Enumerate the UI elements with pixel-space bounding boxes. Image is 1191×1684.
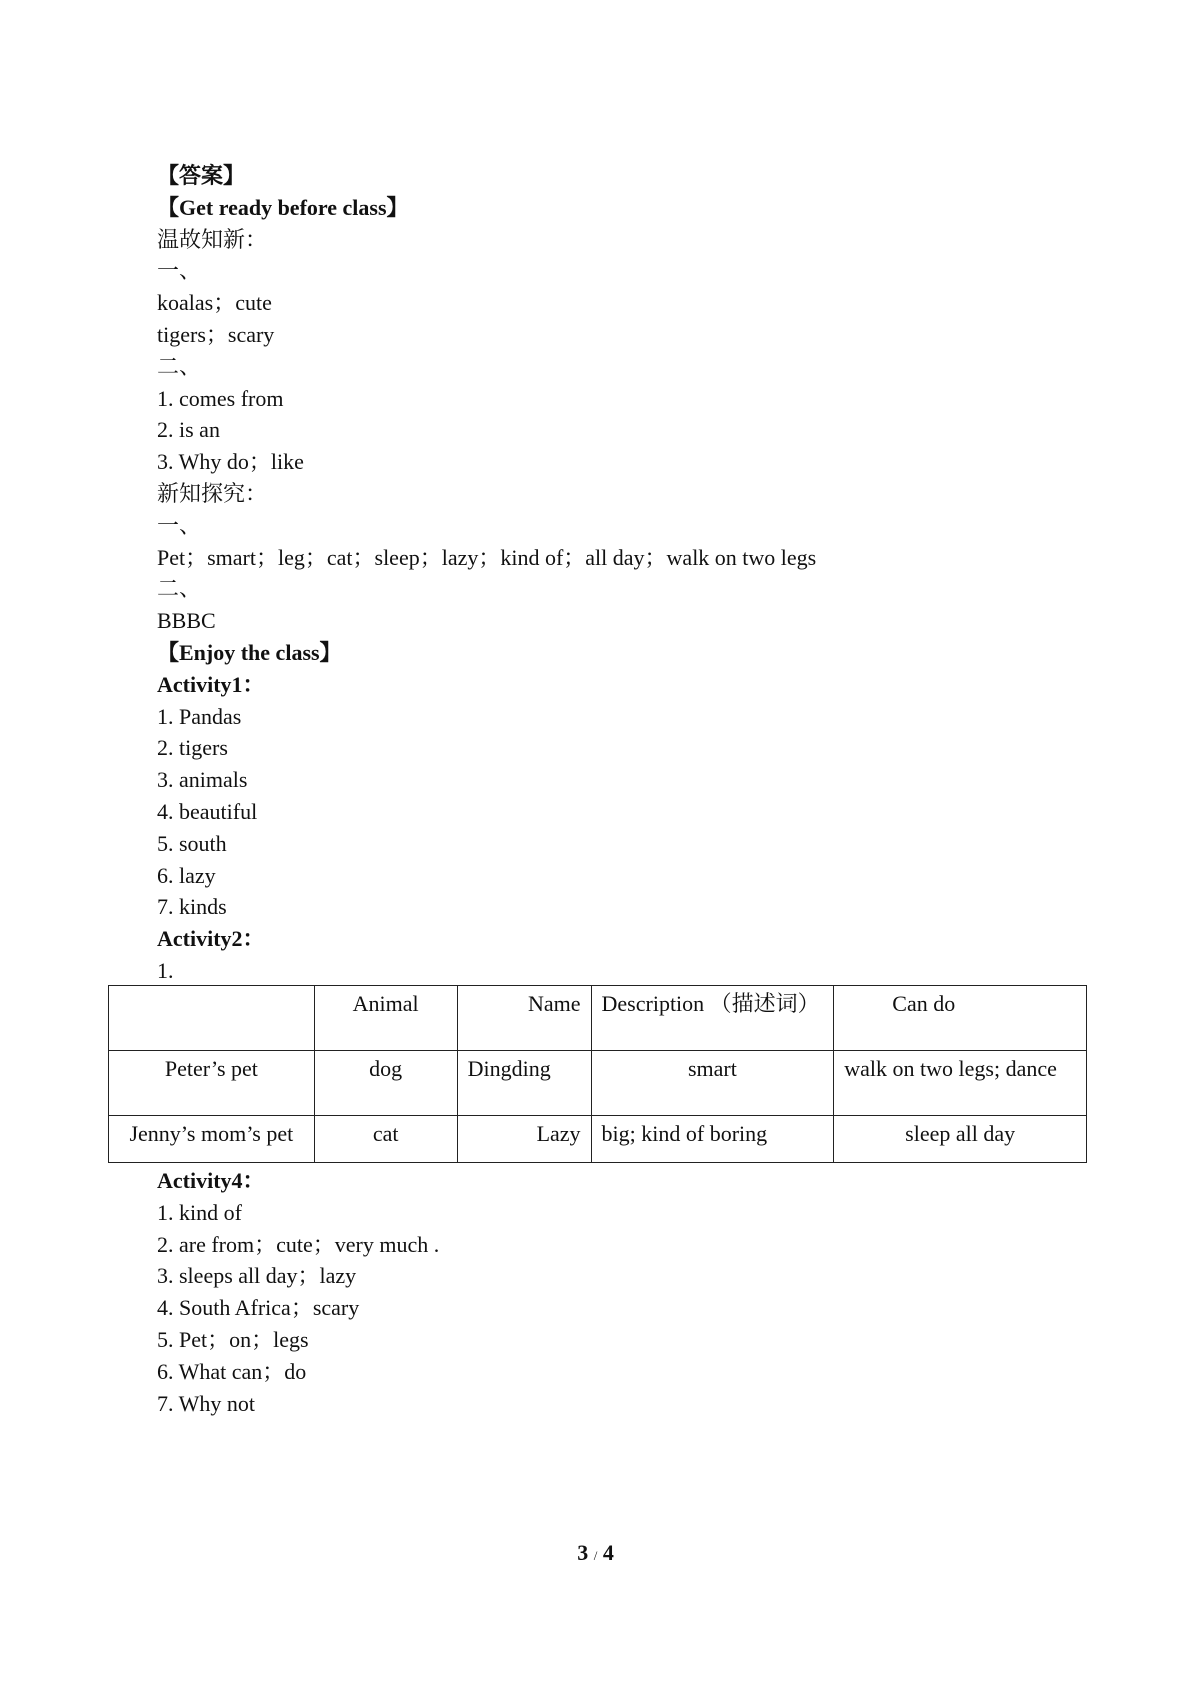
activity4-item: 6. What can；do [157,1358,307,1384]
table-cell: dog [314,1051,457,1116]
answer-section-top [157,160,816,987]
answer-line: 3. Why do；like [157,449,304,475]
table-header-cell: Can do [834,986,1087,1051]
table-cell: walk on two legs; dance [834,1051,1087,1116]
explore-part2-label: 二、 [157,576,202,602]
answer-line: tigers；scary [157,321,275,347]
part2-label: 二、 [157,353,202,379]
answer-line: 1. comes from [157,385,284,411]
answer-line: Pet；smart；leg；cat；sleep；lazy；kind of；all day；walk on two legs [157,544,817,570]
table-cell: Peter’s pet [109,1051,315,1116]
table-header-cell: Description （描述词） [591,986,834,1051]
table-header-row [109,986,1087,1051]
table-header-cell: Name [457,986,591,1051]
page-number [0,1540,1191,1566]
activity1-item: 5. south [157,830,227,856]
table-cell: smart [591,1051,834,1116]
answers-heading: 【答案】 [157,163,246,188]
page-number-total: 4 [602,1540,614,1565]
answer-line: koalas；cute [157,290,272,316]
table-cell: cat [314,1116,457,1163]
activity4-item: 7. Why not [157,1390,255,1416]
table-row [109,1051,1087,1116]
page-number-separator: / [593,1548,598,1563]
activity4-item: 5. Pet；on；legs [157,1326,309,1352]
answer-line: 2. is an [157,417,220,443]
table-cell: big; kind of boring [591,1116,834,1163]
activity1-item: 2. tigers [157,735,228,761]
table-cell: Lazy [457,1116,591,1163]
activity2-label: Activity2： [157,926,265,952]
answer-line: BBBC [157,608,216,634]
section-title-get-ready: 【Get ready before class】 [157,194,409,220]
activity1-item: 6. lazy [157,862,216,888]
page-number-current: 3 [577,1540,589,1565]
table-cell: Dingding [457,1051,591,1116]
pet-table [108,985,1087,1163]
explore-part1-label: 一、 [157,512,202,538]
activity4-item: 2. are from；cute；very much . [157,1231,440,1257]
table-header-cell: Animal [314,986,457,1051]
table-cell: sleep all day [834,1116,1087,1163]
activity4-label: Activity4： [157,1168,265,1193]
activity1-item: 7. kinds [157,894,227,920]
activity1-item: 1. Pandas [157,703,242,729]
table-header-cell [109,986,315,1051]
section-title-enjoy: 【Enjoy the class】 [157,639,342,665]
activity4-item: 4. South Africa；scary [157,1295,360,1321]
activity1-item: 3. animals [157,767,248,793]
table-row [109,1116,1087,1163]
explore-label: 新知探究： [157,480,268,506]
activity4-item: 1. kind of [157,1199,242,1225]
activity1-item: 4. beautiful [157,798,258,824]
activity4-item: 3. sleeps all day；lazy [157,1263,357,1289]
review-label: 温故知新： [157,226,268,252]
activity1-label: Activity1： [157,671,265,697]
table-cell: Jenny’s mom’s pet [109,1116,315,1163]
part1-label: 一、 [157,258,202,284]
activity2-item: 1. [157,957,174,983]
answer-section-bottom [157,1165,439,1419]
